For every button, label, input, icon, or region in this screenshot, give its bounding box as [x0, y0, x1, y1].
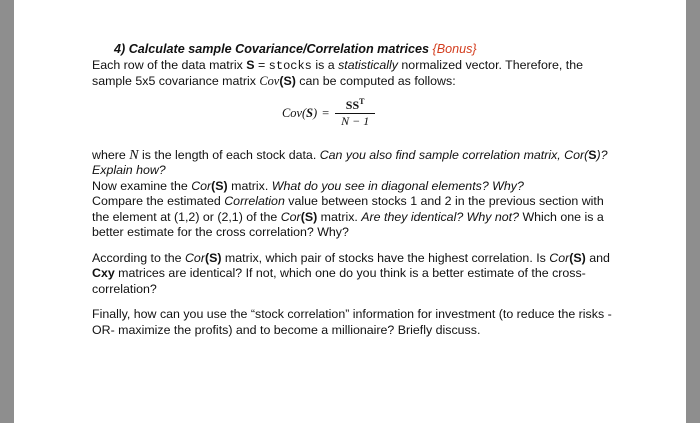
paragraph-according: According to the Cor(S) matrix, which pair of stocks have the highest correlation. Is Cor(S) and Cxy matrices are identical? If not, which one do you think is a better estimate of the cross-correlation? [92, 250, 610, 296]
formula-numerator: $SS^T$ [345, 97, 365, 112]
paragraph-where: where N is the length of each stock data. Can you also find sample correlation matrix, Cor(S)? Explain how? [92, 147, 608, 177]
left-margin-strip [0, 0, 14, 423]
stocks-code: stocks [268, 58, 312, 73]
bonus-tag: {Bonus} [432, 42, 477, 56]
covariance-formula [282, 94, 612, 134]
formula-denominator: N − 1 [341, 114, 370, 128]
paragraph-examine: Now examine the Cor(S) matrix. What do you see in diagonal elements? Why? Compare the estimated Correlation value between stocks 1 and 2 in the previous section with the element at (1,2) or (2,1) of the Cor(S) matrix. Are they identical? Why not? Which one is a better estimate for the cross correlation? Why? [92, 178, 604, 239]
question-heading [114, 42, 612, 58]
intro-paragraph: Each row of the data matrix S = stocks is a statistically normalized vector. Therefore, the sample 5x5 covariance matrix Cov(S) can be computed as follows: [92, 57, 584, 88]
paragraph-finally: Finally, how can you use the “stock correlation” information for investment (to reduce the risks -OR- maximize the profits) and to become a millionaire? Briefly discuss. [92, 307, 612, 337]
document-page [92, 42, 612, 338]
question-number: 4) [114, 42, 126, 56]
question-title: Calculate sample Covariance/Correlation matrices [128, 42, 429, 56]
matrix-s: S [246, 57, 255, 72]
formula-lhs: Cov(S) [282, 105, 318, 120]
formula-fraction [335, 98, 375, 129]
right-margin-strip [686, 0, 700, 423]
formula-equals: = [322, 105, 330, 120]
